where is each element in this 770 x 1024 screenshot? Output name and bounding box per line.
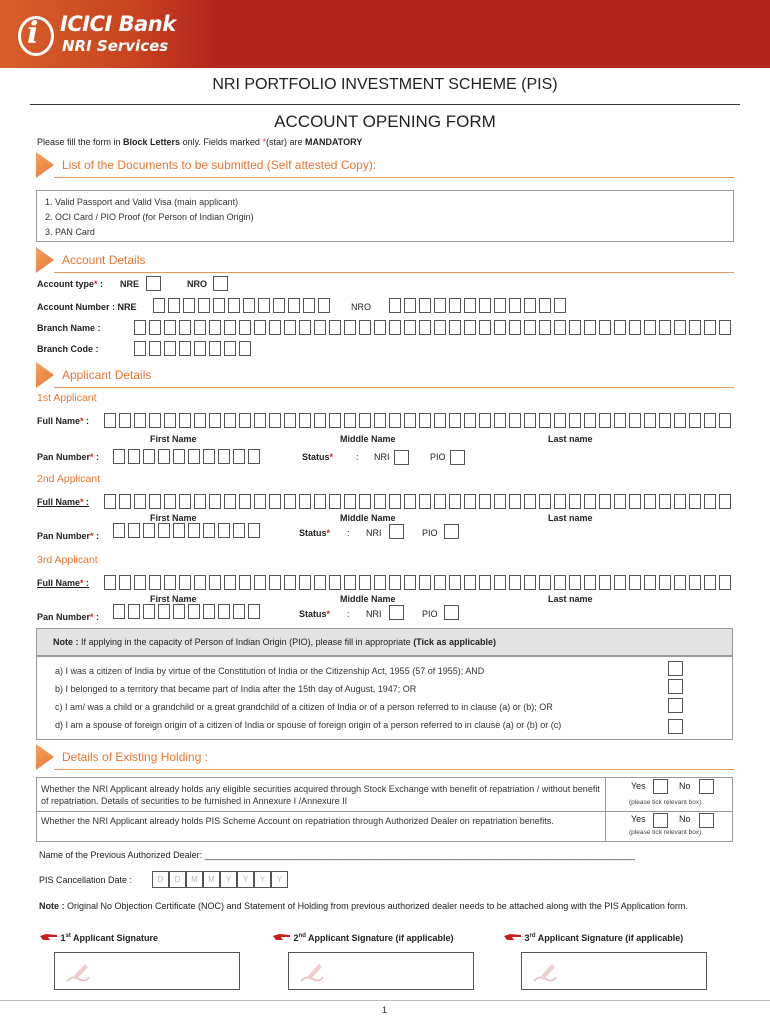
holding-question-2: Whether the NRI Applicant already holds PIS Scheme Account on repatriation through Authorized Dealer on repatriation benefits. bbox=[41, 816, 554, 826]
pio-clause-a-checkbox[interactable] bbox=[668, 661, 683, 676]
applicant1-pan-input[interactable] bbox=[113, 449, 263, 464]
pio-clause-d-checkbox[interactable] bbox=[668, 719, 683, 734]
list-item: 3. PAN Card bbox=[45, 227, 95, 237]
section-documents bbox=[36, 152, 734, 178]
signature-box-1[interactable] bbox=[54, 952, 240, 990]
middle-name-caption: Middle Name bbox=[340, 434, 396, 444]
q1-no-checkbox[interactable] bbox=[699, 779, 714, 794]
section-heading: List of the Documents to be submitted (Self attested Copy): bbox=[62, 158, 377, 172]
signature-label-3 bbox=[504, 931, 683, 943]
middle-name-caption: Middle Name bbox=[340, 513, 396, 523]
section-marker-icon bbox=[36, 744, 54, 770]
applicant1-nri-checkbox[interactable] bbox=[394, 450, 409, 465]
footer-line bbox=[0, 1000, 770, 1001]
section-underline bbox=[54, 177, 734, 178]
note-bold: (Tick as applicable) bbox=[413, 637, 497, 647]
branch-name-input[interactable] bbox=[134, 320, 734, 335]
label-colon: : bbox=[93, 531, 100, 541]
pio-label: PIO bbox=[430, 452, 446, 462]
q1-yes-checkbox[interactable] bbox=[653, 779, 668, 794]
status-colon: : bbox=[356, 452, 359, 462]
last-name-caption: Last name bbox=[548, 434, 593, 444]
pio-label: PIO bbox=[422, 528, 438, 538]
signature-caption: Applicant Signature bbox=[70, 933, 159, 943]
second-applicant-heading: 2nd Applicant bbox=[37, 473, 101, 485]
nro-account-number-input[interactable] bbox=[389, 298, 569, 313]
first-name-caption: First Name bbox=[150, 594, 197, 604]
label-colon: : bbox=[93, 452, 100, 462]
form-subtitle: ACCOUNT OPENING FORM bbox=[274, 112, 496, 131]
pen-signature-icon bbox=[532, 961, 558, 983]
applicant3-full-name-input[interactable] bbox=[104, 575, 734, 590]
signature-box-2[interactable] bbox=[288, 952, 474, 990]
list-item: 1. Valid Passport and Valid Visa (main applicant) bbox=[45, 197, 239, 207]
ordinal-number: 3 bbox=[524, 933, 530, 943]
status-label bbox=[299, 609, 330, 619]
nro-number-label: NRO bbox=[351, 302, 371, 312]
title-divider bbox=[30, 104, 740, 105]
nre-checkbox[interactable] bbox=[146, 276, 161, 291]
pan-number-label bbox=[37, 531, 99, 541]
pio-clause-b-checkbox[interactable] bbox=[668, 679, 683, 694]
pen-signature-icon bbox=[65, 961, 91, 983]
intro-text: (star) are bbox=[265, 137, 305, 147]
note-label: Note : bbox=[53, 637, 79, 647]
label-text: Pan Number bbox=[37, 452, 91, 462]
section-marker-icon bbox=[36, 362, 54, 388]
intro-text: Please fill the form in bbox=[37, 137, 124, 147]
logo-letter: i bbox=[27, 16, 39, 51]
signature-box-3[interactable] bbox=[521, 952, 707, 990]
mandatory-star: * bbox=[329, 452, 334, 462]
mandatory-star: * bbox=[90, 612, 94, 622]
intro-bold: Block Letters bbox=[123, 137, 181, 147]
holding-question-1: Whether the NRI Applicant already holds any eligible securities acquired through Stock Exchange with benefit of repatriation / without benefit of repatriation. Details of securities to be furnished in Annexure I /Annexure II bbox=[41, 784, 600, 806]
ordinal-number: 1 bbox=[60, 933, 66, 943]
label-colon: : bbox=[83, 497, 90, 507]
label-text: Account type bbox=[37, 279, 95, 289]
cancellation-date-input[interactable] bbox=[152, 871, 288, 888]
mandatory-star: * bbox=[326, 528, 331, 538]
nri-label: NRI bbox=[374, 452, 390, 462]
date-box: Y bbox=[254, 871, 271, 888]
mandatory-star: * bbox=[90, 452, 94, 462]
label-colon: : bbox=[83, 416, 90, 426]
nri-label: NRI bbox=[366, 609, 382, 619]
mandatory-star: * bbox=[326, 609, 331, 619]
pio-label: PIO bbox=[422, 609, 438, 619]
note-text: If applying in the capacity of Person of Indian Origin (PIO), please fill in appropriate bbox=[78, 637, 414, 647]
label-text: Status bbox=[299, 609, 327, 619]
mandatory-star: * bbox=[262, 137, 266, 147]
pen-signature-icon bbox=[299, 961, 325, 983]
signature-caption: Applicant Signature (if applicable) bbox=[535, 933, 684, 943]
date-box: M bbox=[203, 871, 220, 888]
branch-code-label: Branch Code : bbox=[37, 344, 99, 354]
bank-logo bbox=[18, 12, 218, 60]
pointing-hand-icon bbox=[40, 932, 58, 942]
pan-number-label bbox=[37, 612, 99, 622]
nro-checkbox[interactable] bbox=[213, 276, 228, 291]
holding-note bbox=[39, 900, 729, 912]
date-box: D bbox=[152, 871, 169, 888]
page-number: 1 bbox=[382, 1005, 388, 1015]
ordinal-number: 2 bbox=[293, 933, 299, 943]
pio-clause-c-checkbox[interactable] bbox=[668, 698, 683, 713]
cancellation-date-label: PIS Cancellation Date : bbox=[39, 875, 133, 885]
note-text: Original No Objection Certificate (NOC) and Statement of Holding from previous authorized dealer needs to be attached along with the PIS Application form. bbox=[64, 901, 688, 911]
section-marker-icon bbox=[36, 247, 54, 273]
date-box: Y bbox=[237, 871, 254, 888]
nre-label: NRE bbox=[120, 279, 140, 289]
date-box: D bbox=[169, 871, 186, 888]
logo-subtitle: NRI Services bbox=[62, 37, 169, 55]
section-marker-icon bbox=[36, 152, 54, 178]
note-label: Note : bbox=[39, 901, 65, 911]
account-type-label bbox=[37, 279, 103, 289]
signature-label-2 bbox=[273, 931, 454, 943]
branch-name-label: Branch Name : bbox=[37, 323, 101, 333]
label-colon: : bbox=[83, 578, 90, 588]
nro-label: NRO bbox=[187, 279, 207, 289]
middle-name-caption: Middle Name bbox=[340, 594, 396, 604]
date-box: Y bbox=[271, 871, 288, 888]
account-number-label bbox=[37, 302, 137, 312]
first-name-caption: First Name bbox=[150, 434, 197, 444]
pointing-hand-icon bbox=[273, 932, 291, 942]
section-heading: Account Details bbox=[62, 253, 146, 267]
pio-declaration-list bbox=[36, 656, 733, 740]
full-name-label bbox=[37, 416, 89, 426]
applicant2-full-name-input[interactable] bbox=[104, 494, 734, 509]
mandatory-star: * bbox=[90, 531, 94, 541]
label-text: Status bbox=[299, 528, 327, 538]
ordinal-suffix: nd bbox=[298, 933, 306, 939]
section-existing-holding bbox=[36, 744, 734, 770]
first-applicant-heading: 1st Applicant bbox=[37, 392, 97, 404]
q2-yes-checkbox[interactable] bbox=[653, 813, 668, 828]
status-label bbox=[302, 452, 333, 462]
label-text: Account Number : NRE bbox=[37, 302, 137, 312]
label-colon: : bbox=[93, 612, 100, 622]
previous-dealer-field[interactable]: Name of the Previous Authorized Dealer: ______________________________________________________________________________________ bbox=[39, 850, 636, 860]
section-underline bbox=[54, 272, 734, 273]
nri-label: NRI bbox=[366, 528, 382, 538]
logo-bank-name: ICICI Bank bbox=[60, 12, 176, 36]
applicant1-full-name-input[interactable] bbox=[104, 413, 734, 428]
intro-text: only. Fields marked bbox=[180, 137, 263, 147]
ordinal-suffix: st bbox=[65, 933, 71, 939]
tick-hint: (please tick relevant box) bbox=[629, 829, 702, 836]
signature-label-1 bbox=[40, 931, 158, 943]
q2-no-checkbox[interactable] bbox=[699, 813, 714, 828]
mandatory-star: * bbox=[80, 497, 84, 507]
yes-label: Yes bbox=[631, 781, 646, 791]
section-underline bbox=[54, 387, 734, 388]
section-applicant bbox=[36, 362, 734, 388]
no-label: No bbox=[679, 814, 691, 824]
section-account bbox=[36, 247, 734, 273]
branch-code-input[interactable] bbox=[134, 341, 254, 356]
first-name-caption: First Name bbox=[150, 513, 197, 523]
label-text: Pan Number bbox=[37, 612, 91, 622]
last-name-caption: Last name bbox=[548, 594, 593, 604]
full-name-label bbox=[37, 497, 89, 507]
full-name-label bbox=[37, 578, 89, 588]
applicant3-pan-input[interactable] bbox=[113, 604, 263, 619]
applicant2-pan-input[interactable] bbox=[113, 523, 263, 538]
ordinal-suffix: rd bbox=[529, 933, 536, 939]
status-label bbox=[299, 528, 330, 538]
row-divider bbox=[37, 811, 732, 812]
status-colon: : bbox=[347, 609, 350, 619]
holding-table bbox=[36, 777, 733, 842]
applicant2-pio-checkbox[interactable] bbox=[444, 524, 459, 539]
status-colon: : bbox=[347, 528, 350, 538]
column-divider bbox=[605, 778, 606, 841]
list-item: d) I am a spouse of foreign origin of a citizen of India or spouse of foreign origin of a person referred to in clause (a) or (b) or (c) bbox=[55, 720, 562, 730]
list-item: a) I was a citizen of India by virtue of the Constitution of India or the Citizenship Act, 1955 (57 of 1955); AND bbox=[55, 666, 485, 676]
last-name-caption: Last name bbox=[548, 513, 593, 523]
applicant1-pio-checkbox[interactable] bbox=[450, 450, 465, 465]
section-heading: Details of Existing Holding : bbox=[62, 750, 209, 764]
applicant3-pio-checkbox[interactable] bbox=[444, 605, 459, 620]
label-text: Full Name bbox=[37, 578, 81, 588]
applicant3-nri-checkbox[interactable] bbox=[389, 605, 404, 620]
mandatory-star: * bbox=[94, 279, 98, 289]
label-text: Full Name bbox=[37, 497, 81, 507]
date-box: M bbox=[186, 871, 203, 888]
intro-bold: MANDATORY bbox=[304, 137, 363, 147]
list-item: c) I am/ was a child or a grandchild or a great grandchild of a citizen of India or of a person referred to in clause (a) or (b); OR bbox=[55, 702, 553, 712]
applicant2-nri-checkbox[interactable] bbox=[389, 524, 404, 539]
header-banner bbox=[0, 0, 770, 68]
list-item: b) I belonged to a territory that became part of India after the 15th day of August, 1947; OR bbox=[55, 684, 417, 694]
form-title: NRI PORTFOLIO INVESTMENT SCHEME (PIS) bbox=[212, 76, 558, 93]
yes-label: Yes bbox=[631, 814, 646, 824]
label-text: Pan Number bbox=[37, 531, 91, 541]
label-colon: : bbox=[97, 279, 104, 289]
third-applicant-heading: 3rd Applicant bbox=[37, 554, 98, 566]
nre-account-number-input[interactable] bbox=[153, 298, 333, 313]
mandatory-star: * bbox=[80, 578, 84, 588]
pointing-hand-icon bbox=[504, 932, 522, 942]
section-underline bbox=[54, 769, 734, 770]
list-item: 2. OCI Card / PIO Proof (for Person of Indian Origin) bbox=[45, 212, 254, 222]
label-text: Status bbox=[302, 452, 330, 462]
date-box: Y bbox=[220, 871, 237, 888]
section-heading: Applicant Details bbox=[62, 368, 152, 382]
mandatory-star: * bbox=[80, 416, 84, 426]
pan-number-label bbox=[37, 452, 99, 462]
no-label: No bbox=[679, 781, 691, 791]
pio-note-bar bbox=[36, 628, 733, 656]
signature-caption: Applicant Signature (if applicable) bbox=[305, 933, 454, 943]
page-footer bbox=[0, 1000, 770, 1024]
documents-list bbox=[36, 190, 734, 242]
tick-hint: (please tick relevant box) bbox=[629, 799, 702, 806]
intro-instructions bbox=[37, 137, 362, 147]
label-text: Full Name bbox=[37, 416, 81, 426]
